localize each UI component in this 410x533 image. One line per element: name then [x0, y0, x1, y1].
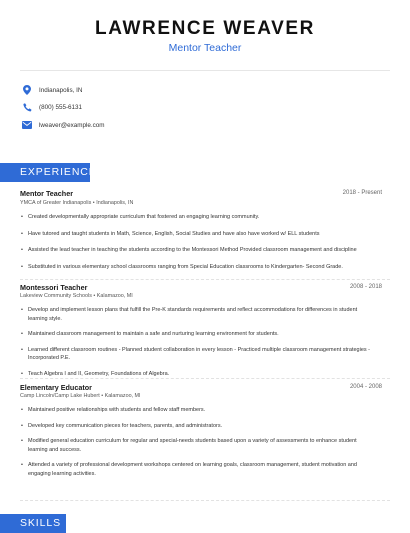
contact-text: Indianapolis, IN	[39, 86, 83, 94]
list-item: • Maintained positive relationships with students and fellow staff members.	[20, 406, 370, 415]
org-location: Kalamazoo, MI	[104, 393, 141, 399]
contact-text: (800) 555-6131	[39, 103, 83, 111]
list-item: • Created developmentally appropriate curriculum that fostered an engaging learning community.	[20, 213, 370, 222]
job-divider	[20, 279, 390, 280]
list-item: • Assisted the lead teacher in teaching the students according to the Montessori Method Provided classroom management and discipline	[20, 246, 370, 255]
job-title: Elementary Educator	[20, 383, 92, 392]
org-name: Lakeview Community Schools	[20, 293, 92, 299]
job-org: Camp Lincoln/Camp Lake Hubert • Kalamazoo, MI	[20, 393, 141, 399]
list-item: • Attended a variety of professional development workshops centered on learning goals, classroom management, student motivation and engaging learning activities.	[20, 461, 370, 478]
job-org: YMCA of Greater Indianapolis • Indianapolis, IN	[20, 200, 134, 206]
job-dates: 2008 - 2018	[349, 284, 382, 290]
org-location: Indianapolis, IN	[96, 200, 134, 206]
mail-icon	[22, 120, 32, 130]
list-item: • Substituted in various elementary school classrooms ranging from Special Education classrooms to Kindergarten- Second Grade.	[20, 263, 370, 272]
page-subtitle: Mentor Teacher	[168, 42, 242, 54]
list-item: • Develop and implement lesson plans that fulfill the Pre-K standards requirements and reflect accommodations for differences in student learning style.	[20, 306, 370, 323]
org-name: YMCA of Greater Indianapolis	[20, 200, 92, 206]
phone-icon	[22, 102, 32, 112]
contact-phone[interactable]	[22, 101, 82, 113]
list-item: • Maintained classroom management to maintain a safe and nurturing learning environment for students.	[20, 330, 370, 339]
header-divider	[20, 70, 390, 71]
contact-text: lweaver@example.com	[39, 121, 105, 129]
job-title: Montessori Teacher	[20, 283, 88, 292]
list-item: • Teach Algebra I and II, Geometry, Foundations of Algebra.	[20, 370, 370, 379]
job-bullets	[20, 306, 370, 379]
list-item: • Have tutored and taught students in Math, Science, English, Social Studies and have also have worked w/ ELL students	[20, 230, 370, 239]
section-heading-skills: SKILLS	[0, 514, 66, 533]
contact-email[interactable]	[22, 119, 105, 131]
job-bullets	[20, 406, 370, 479]
org-location: Kalamazoo, MI	[96, 293, 133, 299]
list-item: • Developed key communication pieces for teachers, parents, and administrators.	[20, 422, 370, 431]
map-pin-icon	[22, 85, 32, 95]
job-org: Lakeview Community Schools • Kalamazoo, MI	[20, 293, 133, 299]
section-heading-experience: EXPERIENCE	[0, 163, 90, 182]
job-dates: 2018 - Present	[342, 190, 382, 196]
job-title: Mentor Teacher	[20, 189, 73, 198]
page-title: LAWRENCE WEAVER	[95, 18, 315, 39]
job-bullets	[20, 213, 370, 271]
job-dates: 2004 - 2008	[349, 384, 382, 390]
org-name: Camp Lincoln/Camp Lake Hubert	[20, 393, 100, 399]
list-item: • Modified general education curriculum for regular and special-needs students based upon a variety of assessments to enhance student learning and success.	[20, 437, 370, 454]
job-divider	[20, 500, 390, 501]
list-item: • Learned different classroom routines - Planned student collaboration in every lesson - Practiced multiple classroom management strategies - Incorporated P.E.	[20, 346, 370, 363]
contact-location	[22, 84, 82, 96]
job-divider	[20, 378, 390, 379]
